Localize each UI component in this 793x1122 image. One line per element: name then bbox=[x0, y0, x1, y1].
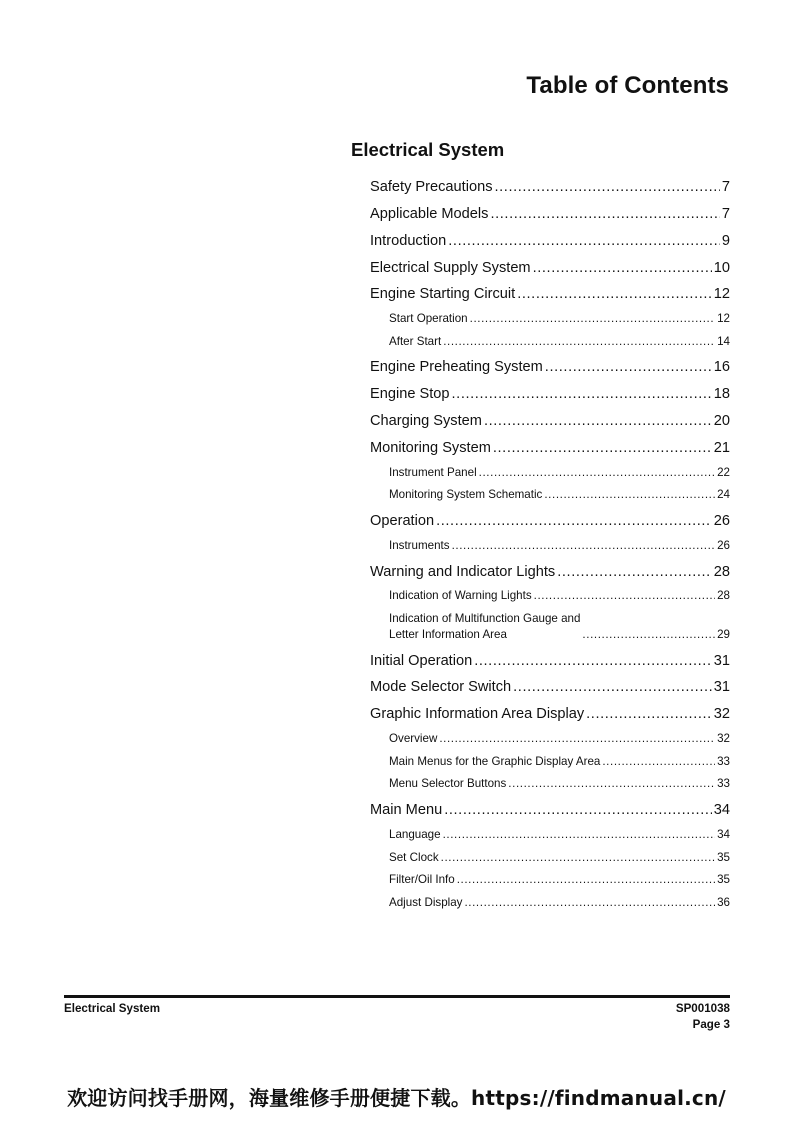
toc-entry-page-number: 12 bbox=[713, 286, 730, 302]
toc-dot-leader bbox=[495, 177, 720, 197]
toc-dot-leader bbox=[474, 651, 712, 671]
toc-dot-leader bbox=[479, 465, 715, 481]
toc-entry-title: Warning and Indicator Lights bbox=[370, 564, 556, 580]
toc-entry bbox=[389, 850, 730, 866]
toc-entry-title: Indication of Multifunction Gauge and Letter Information Area bbox=[389, 612, 581, 641]
section-title: Electrical System bbox=[351, 139, 505, 160]
toc-entry-page-number: 32 bbox=[717, 732, 730, 745]
toc-dot-leader bbox=[517, 284, 712, 304]
toc-entry-title: Main Menus for the Graphic Display Area bbox=[389, 755, 601, 768]
toc-dot-leader bbox=[534, 588, 715, 604]
toc-entry bbox=[370, 411, 730, 431]
toc-entry bbox=[370, 204, 730, 224]
toc-entry-page-number: 34 bbox=[717, 828, 730, 841]
toc-entry-page-number: 7 bbox=[721, 206, 730, 222]
toc-entry bbox=[389, 827, 730, 843]
toc-entry bbox=[389, 538, 730, 554]
toc-dot-leader bbox=[513, 677, 712, 697]
toc-entry-page-number: 9 bbox=[721, 233, 730, 249]
watermark-banner: 欢迎访问找手册网，海量维修手册便捷下载。https://findmanual.cn/ bbox=[67, 1086, 726, 1110]
toc-entry-title: Monitoring System bbox=[370, 440, 491, 456]
toc-dot-leader bbox=[452, 384, 712, 404]
toc-entry-page-number: 14 bbox=[717, 335, 730, 348]
toc-entry-page-number: 12 bbox=[717, 312, 730, 325]
toc-entry-page-number: 33 bbox=[717, 755, 730, 768]
toc-entry-title: Operation bbox=[370, 513, 435, 529]
toc-entry bbox=[370, 562, 730, 582]
footer-page-number: Page 3 bbox=[692, 1018, 730, 1031]
toc-entry-title: Initial Operation bbox=[370, 653, 473, 669]
footer-doc-number: SP001038 bbox=[675, 1002, 730, 1015]
toc-entry bbox=[370, 231, 730, 251]
toc-entry bbox=[370, 284, 730, 304]
toc-entry-page-number: 35 bbox=[717, 873, 730, 886]
toc-dot-leader bbox=[470, 311, 715, 327]
toc-entry bbox=[389, 311, 730, 327]
toc-dot-leader bbox=[602, 754, 715, 770]
toc-dot-leader bbox=[443, 334, 715, 350]
toc-entry-title: Instrument Panel bbox=[389, 466, 477, 479]
toc-entry-page-number: 24 bbox=[717, 488, 730, 501]
toc-entry-page-number: 26 bbox=[717, 539, 730, 552]
toc-entry-page-number: 7 bbox=[721, 179, 730, 195]
toc-entry bbox=[389, 895, 730, 911]
toc-entry-title: Indication of Warning Lights bbox=[389, 589, 532, 602]
toc-entry-title: Graphic Information Area Display bbox=[370, 706, 585, 722]
toc-dot-leader bbox=[544, 487, 715, 503]
toc-entry-page-number: 31 bbox=[713, 653, 730, 669]
toc-entry-title: Applicable Models bbox=[370, 206, 489, 222]
toc-entry bbox=[389, 731, 730, 747]
toc-entry-page-number: 36 bbox=[717, 896, 730, 909]
footer-rule bbox=[64, 995, 730, 998]
toc-entry-page-number: 10 bbox=[713, 260, 730, 276]
toc-entry-title: After Start bbox=[389, 335, 442, 348]
toc-entry bbox=[389, 611, 730, 643]
toc-entry-title: Overview bbox=[389, 732, 438, 745]
toc-entry-page-number: 29 bbox=[717, 628, 730, 641]
toc-dot-leader bbox=[582, 627, 715, 643]
toc-entry-title: Safety Precautions bbox=[370, 179, 493, 195]
toc-entry bbox=[389, 588, 730, 604]
toc-entry-title: Adjust Display bbox=[389, 896, 463, 909]
toc-entry-title: Electrical Supply System bbox=[370, 260, 531, 276]
toc-dot-leader bbox=[441, 850, 715, 866]
toc-entry bbox=[370, 677, 730, 697]
toc-dot-leader bbox=[586, 704, 712, 724]
toc-dot-leader bbox=[508, 776, 715, 792]
toc-entry-page-number: 28 bbox=[717, 589, 730, 602]
toc-entry-title: Start Operation bbox=[389, 312, 468, 325]
toc-entry-page-number: 16 bbox=[713, 359, 730, 375]
toc-entry-title: Mode Selector Switch bbox=[370, 679, 512, 695]
toc-entry-page-number: 34 bbox=[713, 802, 730, 818]
toc-entry-title: Set Clock bbox=[389, 851, 439, 864]
toc-entry-page-number: 20 bbox=[713, 413, 730, 429]
toc-dot-leader bbox=[439, 731, 715, 747]
toc-dot-leader bbox=[443, 827, 716, 843]
toc-entry-title: Engine Preheating System bbox=[370, 359, 543, 375]
toc-entry bbox=[389, 754, 730, 770]
toc-entry-title: Monitoring System Schematic bbox=[389, 488, 543, 501]
toc-entry bbox=[370, 357, 730, 377]
toc-entry-title: Engine Stop bbox=[370, 386, 450, 402]
toc-dot-leader bbox=[444, 800, 712, 820]
toc-dot-leader bbox=[493, 438, 712, 458]
toc-entry-title: Engine Starting Circuit bbox=[370, 286, 516, 302]
toc-entry-title: Instruments bbox=[389, 539, 450, 552]
toc-entry-page-number: 28 bbox=[713, 564, 730, 580]
toc-entry-page-number: 32 bbox=[713, 706, 730, 722]
toc-dot-leader bbox=[557, 562, 712, 582]
toc-dot-leader bbox=[533, 258, 712, 278]
page-title: Table of Contents bbox=[526, 72, 729, 99]
toc-entry bbox=[370, 384, 730, 404]
toc-entry bbox=[389, 465, 730, 481]
toc-dot-leader bbox=[436, 511, 712, 531]
toc-entry-page-number: 26 bbox=[713, 513, 730, 529]
footer-section-name: Electrical System bbox=[64, 1002, 161, 1015]
toc-entry bbox=[370, 258, 730, 278]
toc-entry bbox=[370, 438, 730, 458]
toc-entry bbox=[389, 776, 730, 792]
toc-entry bbox=[370, 800, 730, 820]
toc-dot-leader bbox=[452, 538, 716, 554]
toc-entry bbox=[370, 704, 730, 724]
toc-entry-page-number: 22 bbox=[717, 466, 730, 479]
toc-dot-leader bbox=[484, 411, 712, 431]
toc-entry-title: Main Menu bbox=[370, 802, 443, 818]
toc-entry-page-number: 18 bbox=[713, 386, 730, 402]
toc-entry bbox=[370, 177, 730, 197]
toc-entry-title: Charging System bbox=[370, 413, 482, 429]
toc-entry bbox=[389, 334, 730, 350]
toc-entry-page-number: 21 bbox=[713, 440, 730, 456]
toc-entry-page-number: 33 bbox=[717, 777, 730, 790]
toc-dot-leader bbox=[457, 872, 715, 888]
toc-entry-title: Language bbox=[389, 828, 441, 841]
toc-entry bbox=[370, 511, 730, 531]
toc-entry bbox=[370, 651, 730, 671]
toc-entry-title: Menu Selector Buttons bbox=[389, 777, 507, 790]
toc-dot-leader bbox=[464, 895, 715, 911]
toc-entry bbox=[389, 487, 730, 503]
toc-entry-title: Introduction bbox=[370, 233, 447, 249]
toc-entry-page-number: 31 bbox=[713, 679, 730, 695]
toc-entry bbox=[389, 872, 730, 888]
toc-entry-page-number: 35 bbox=[717, 851, 730, 864]
toc-dot-leader bbox=[448, 231, 720, 251]
toc-entry-title: Filter/Oil Info bbox=[389, 873, 455, 886]
toc-dot-leader bbox=[490, 204, 719, 224]
toc-dot-leader bbox=[545, 357, 712, 377]
